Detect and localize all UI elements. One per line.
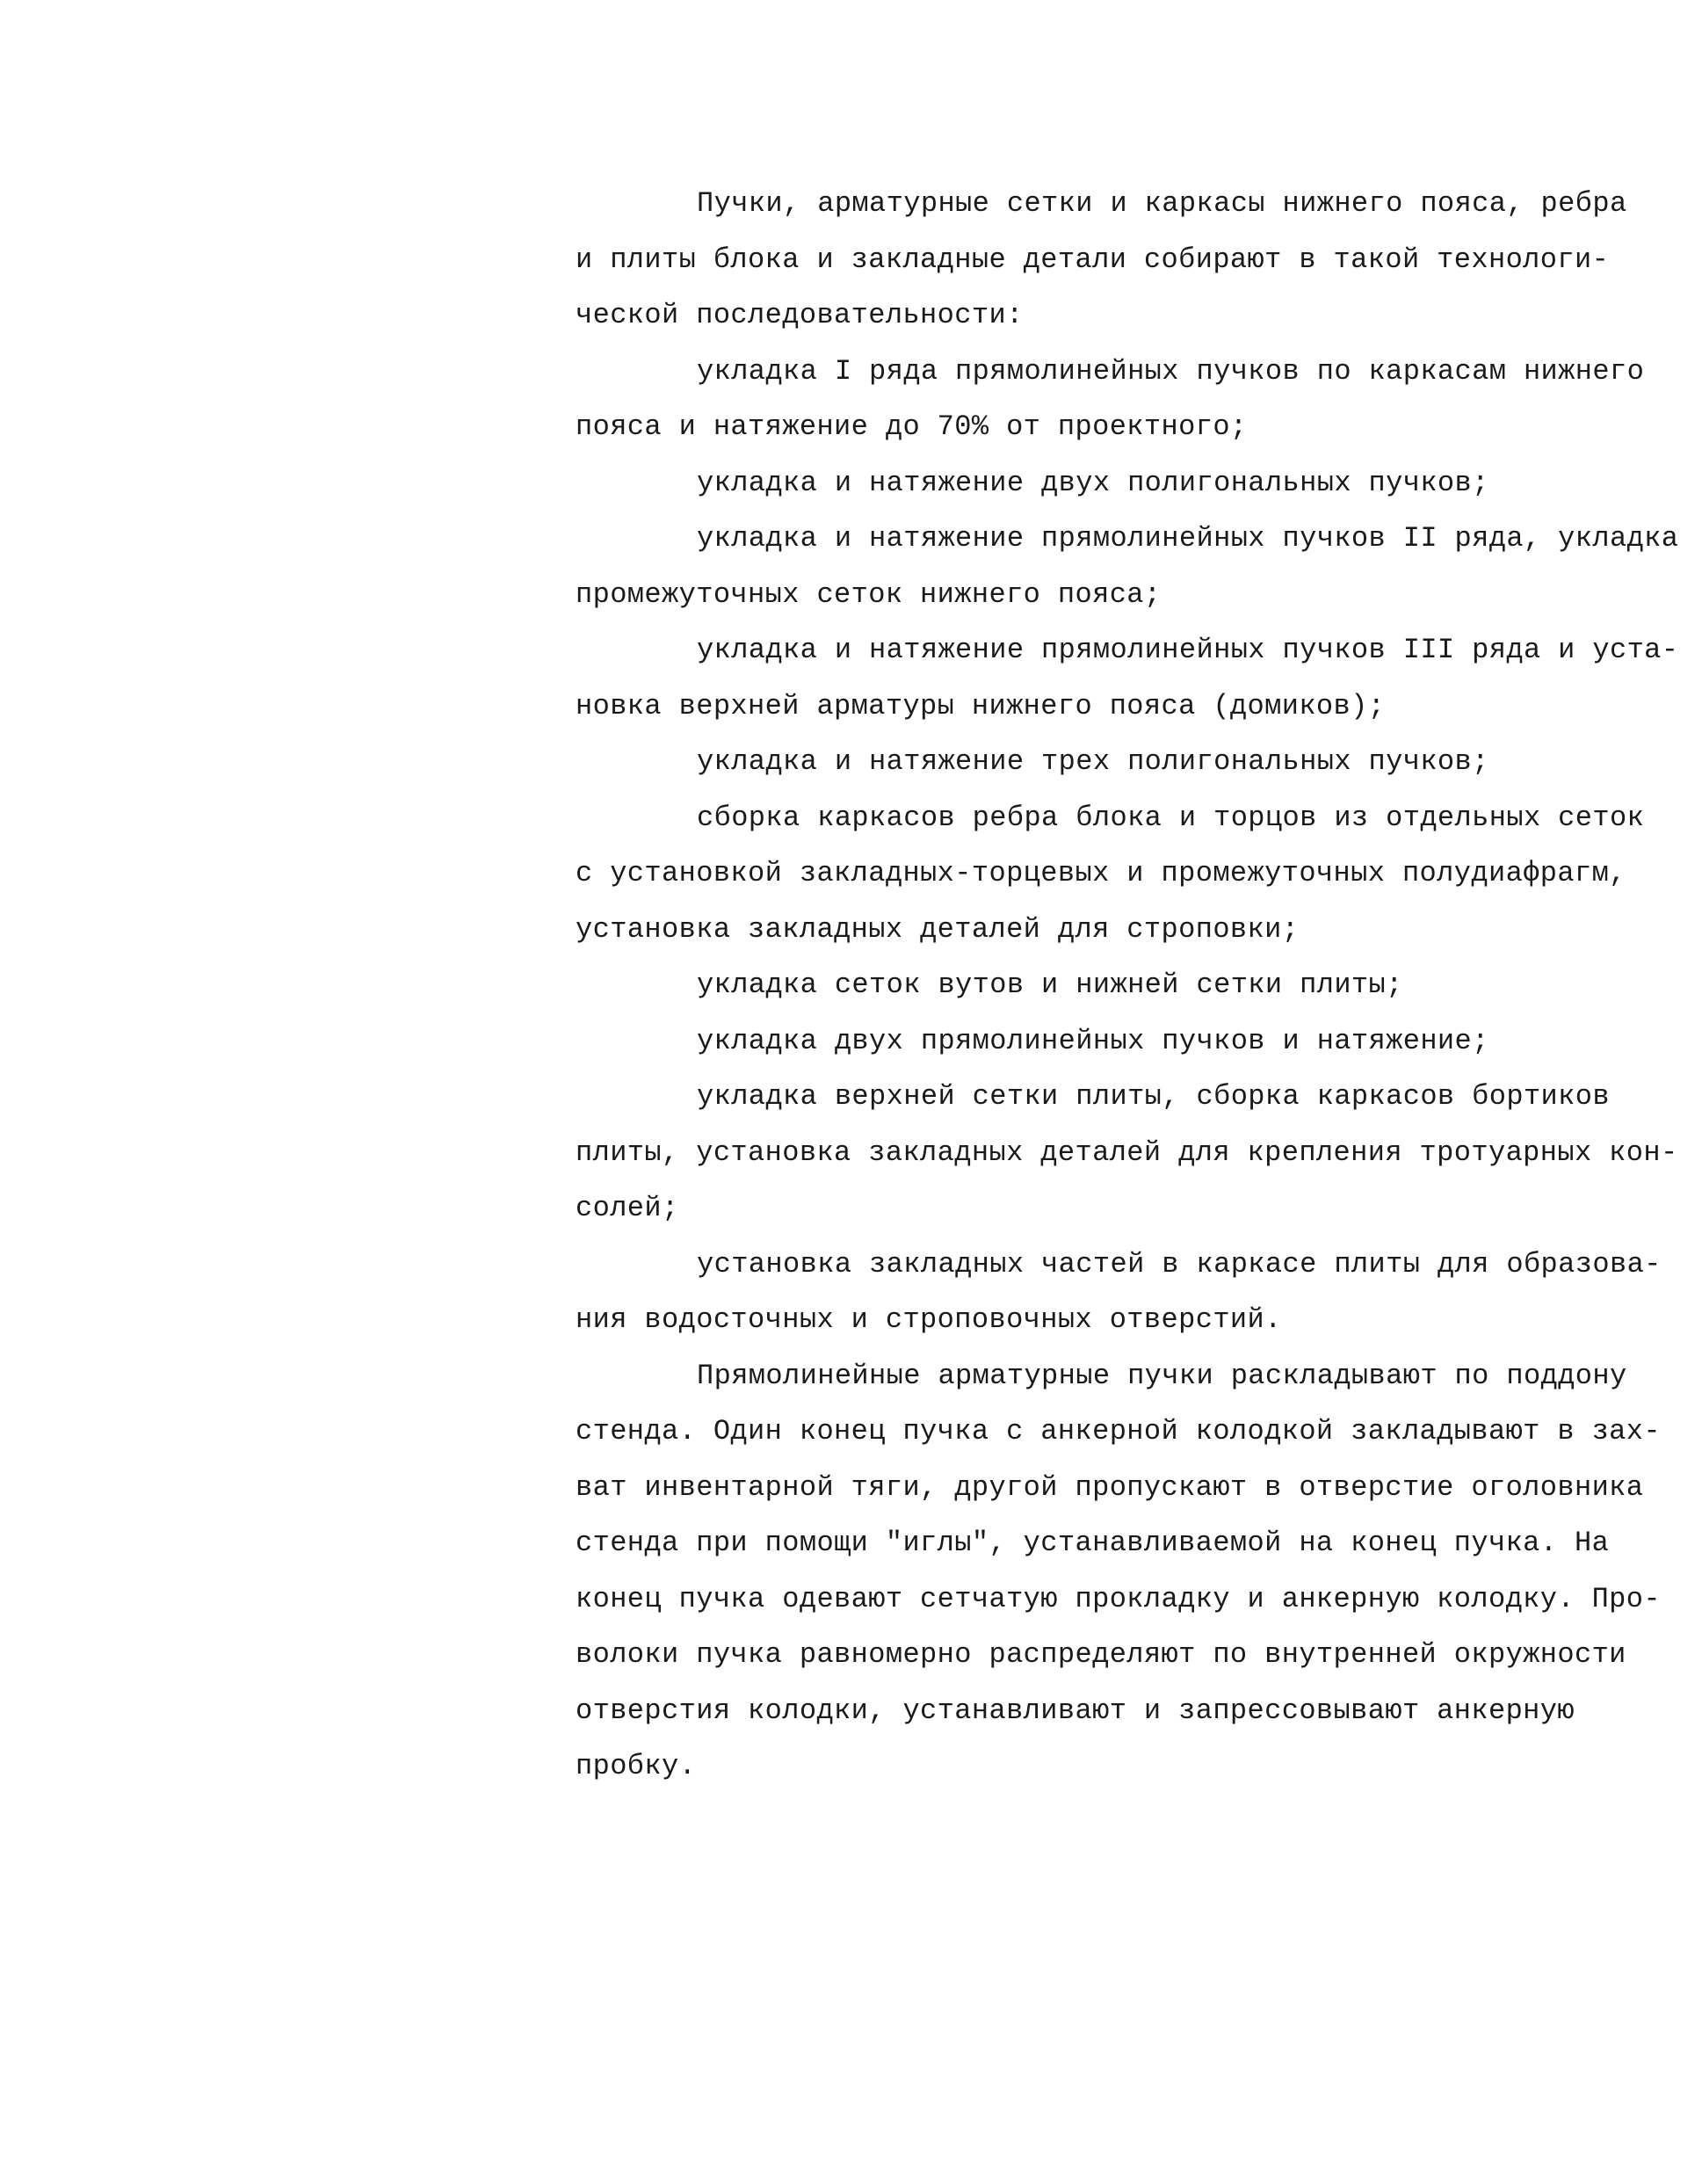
text-line: пояса и натяжение до 70% от проектного; bbox=[576, 410, 1248, 443]
text-line: Пучки, арматурные сетки и каркасы нижнего пояса, ребра bbox=[697, 187, 1627, 220]
text-line: стенда. Один конец пучка с анкерной колодкой закладывают в зах- bbox=[576, 1415, 1661, 1448]
text-line: конец пучка одевают сетчатую прокладку и анкерную колодку. Про- bbox=[576, 1582, 1661, 1615]
text-line: укладка и натяжение прямолинейных пучков II ряда, укладка bbox=[697, 522, 1679, 555]
text-line: Прямолинейные арматурные пучки раскладывают по поддону bbox=[697, 1359, 1627, 1392]
text-line: ват инвентарной тяги, другой пропускают в отверстие оголовника bbox=[576, 1470, 1644, 1504]
text-line: и плиты блока и закладные детали собирают в такой технологи- bbox=[576, 243, 1610, 276]
text-line: укладка сеток вутов и нижней сетки плиты; bbox=[697, 969, 1403, 1001]
text-line: укладка и натяжение трех полигональных пучков; bbox=[697, 745, 1489, 778]
text-line: стенда при помощи "иглы", устанавливаемой на конец пучка. На bbox=[576, 1527, 1610, 1559]
text-line: плиты, установка закладных деталей для крепления тротуарных кон- bbox=[576, 1136, 1678, 1169]
text-line: новка верхней арматуры нижнего пояса (домиков); bbox=[576, 689, 1386, 722]
text-line: солей; bbox=[576, 1192, 679, 1224]
text-line: ческой последовательности: bbox=[576, 299, 1024, 331]
text-line: промежуточных сеток нижнего пояса; bbox=[576, 577, 1162, 611]
text-line: волоки пучка равномерно распределяют по внутренней окружности bbox=[576, 1638, 1626, 1671]
text-line: сборка каркасов ребра блока и торцов из отдельных сеток bbox=[697, 801, 1645, 834]
document-body bbox=[576, 176, 1691, 1795]
text-line: отверстия колодки, устанавливают и запрессовывают анкерную bbox=[576, 1694, 1575, 1727]
text-line: установка закладных частей в каркасе плиты для образова- bbox=[697, 1247, 1662, 1281]
text-line: укладка верхней сетки плиты, сборка каркасов бортиков bbox=[697, 1080, 1610, 1113]
text-line: пробку. bbox=[576, 1750, 697, 1782]
text-line: укладка и натяжение двух полигональных пучков; bbox=[697, 466, 1489, 499]
text-line: с установкой закладных-торцевых и промежуточных полудиафрагм, bbox=[576, 857, 1626, 889]
text-line: установка закладных деталей для строповки; bbox=[576, 912, 1300, 946]
text-line: укладка и натяжение прямолинейных пучков III ряда и уста- bbox=[697, 634, 1679, 666]
text-line: укладка I ряда прямолинейных пучков по каркасам нижнего bbox=[697, 354, 1645, 388]
text-line: укладка двух прямолинейных пучков и натяжение; bbox=[697, 1024, 1489, 1057]
text-line: ния водосточных и строповочных отверстий. bbox=[576, 1303, 1282, 1336]
